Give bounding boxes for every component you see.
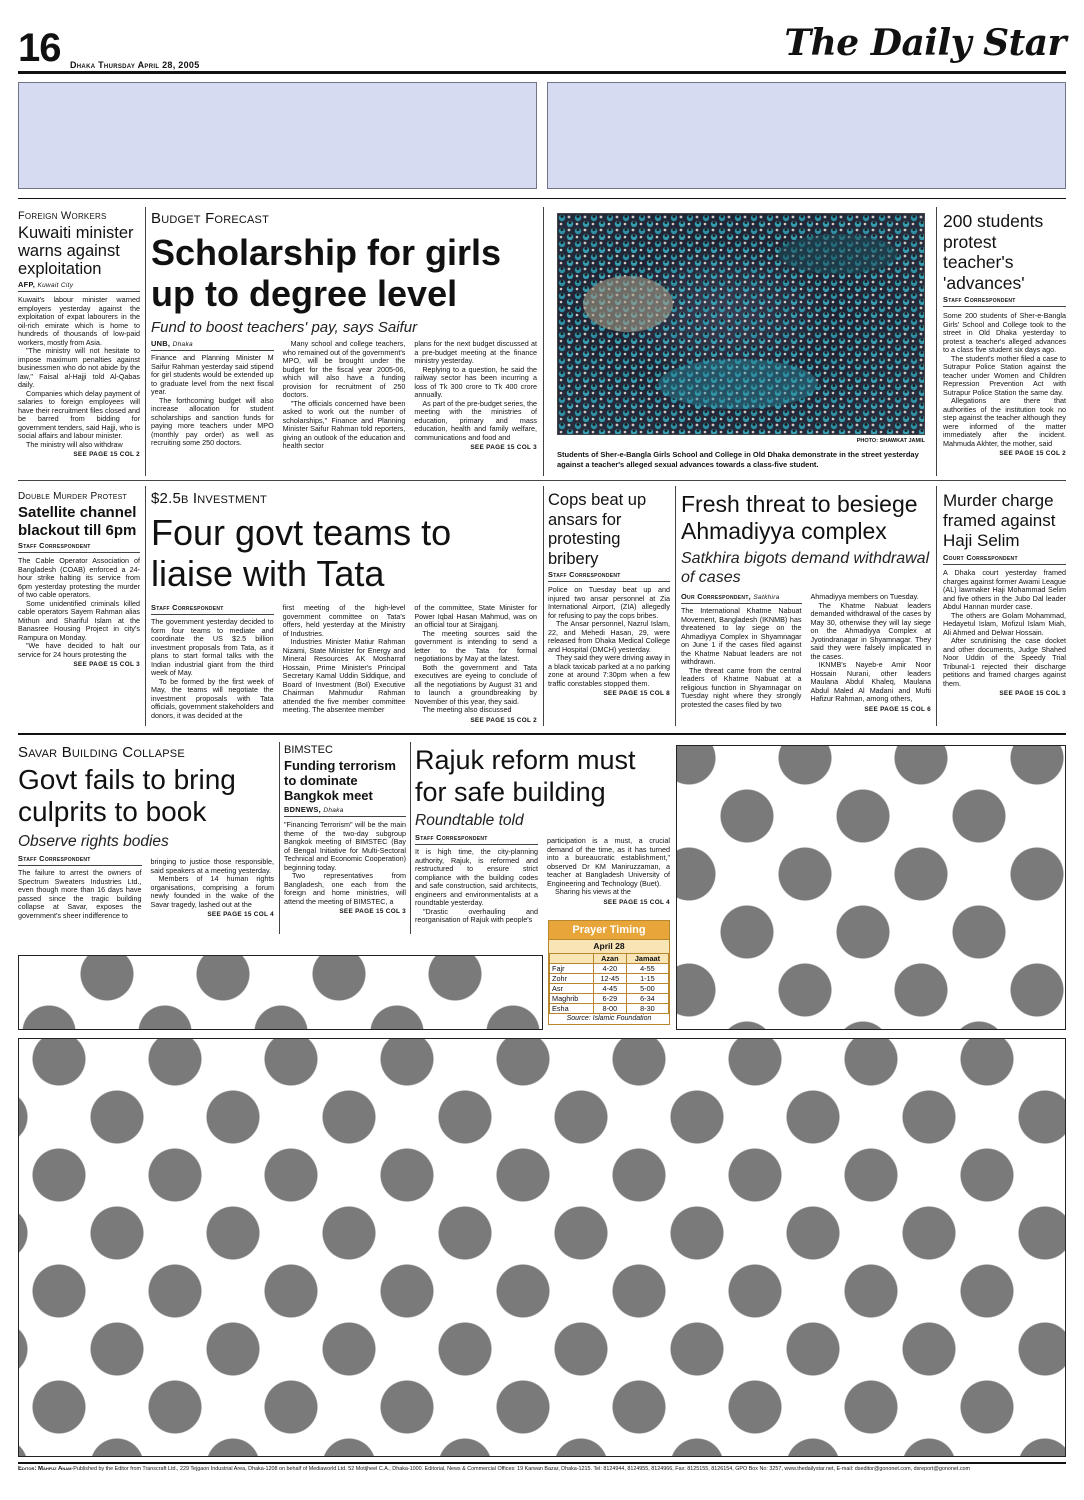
story-body: The Cable Operator Association of Bangladesh (COAB) enforced a 24-hour strike halting its service from 6pm yesterday protesting the murder of two cable operators. Some unidentified criminals killed cable operators Sayem Rahman alias Mithun and Shariful Islam at the Banasree Housing Project in city's Rampura on Monday. "We have decided to halt our service for 24 hours protesting the <box>18 556 140 659</box>
story-body-col1: Finance and Planning Minister M Saifur Rahman yesterday said stipend for girl students would be extended up to graduate level from the next fiscal year. The forthcoming budget will also increase allocation for student scholarships and sanction funds for paying more teachers under MPO (monthly pay order) as well as recruiting some 250 doctors. <box>151 353 274 448</box>
prayer-table: Azan Jamaat Fajr 4-20 4-55 Zohr 12-45 1-15 Asr 4-45 5-00 Maghrib 6-29 6-34 Esha 8-00 8-30 <box>549 953 669 1014</box>
story-kicker: Budget Forecast <box>151 210 270 227</box>
divider <box>18 480 1066 481</box>
story-body-col1: It is high time, the city-planning authority, Rajuk, is reformed and restructured to ensure strict compliance with the building codes and safe construction, said architects, engineers and environmentalists at a roundtable yesterday. "Drastic overhauling and reorganisation of Rajuk with people's <box>415 847 538 925</box>
story-byline: Staff Correspondent <box>18 855 142 866</box>
crowd-image <box>558 214 925 435</box>
story-kicker: $2.5b Investment <box>151 490 267 507</box>
prayer-row: Asr 4-45 5-00 <box>550 984 669 994</box>
photo-credit: PHOTO: SHAWKAT JAMIL <box>856 438 925 444</box>
story-body: "Financing Terrorism" will be the main theme of the two-day subgroup Bangkok meeting of BIMSTEC (Bay of Bengal Initiative for Multi-Sectoral Technical and Economic Cooperation) beginning today. Two representatives from Bangladesh, one each from the foreign and home ministries, will attend the meeting of BIMSTEC, a <box>284 820 406 906</box>
story-body: Kuwait's labour minister warned employers yesterday against the exploitation of expat labourers in the oil-rich emirate which is home to hundreds of thousands of low-paid workers, mostly from Asia. "The ministry will not hesitate to impose maximum penalties against businessmen who do not abide by the law," Faisal al-Hajji told Al-Qabas daily. Companies which delay payment of salaries to foreign employees will have their recruitment files closed and be barred from bidding for government tenders, said Hajji, who is social affairs and labour minister. The ministry will also withdraw <box>18 295 140 449</box>
story-body-col2: first meeting of the high-level government committee on Tata's offers, held yesterday at the Ministry of Industries. Industries Minister Matiur Rahman Nizami, State Minister for Energy and Mineral Resources AK Mosharraf Hossain, Prime Minister's Principal Secretary Kamal Uddin Siddique, and Board of Investment (BoI) Executive Chairman Mahmudur Rahman attended the five member committee meeting. The absentee member <box>282 603 406 714</box>
divider <box>18 198 1066 199</box>
story-headline: Funding terrorism to dominate Bangkok meet <box>284 758 396 803</box>
story-byline: Court Correspondent <box>943 554 1066 565</box>
story-bimstec <box>284 744 406 915</box>
story-headline: Fresh threat to besiege Ahmadiyya complex <box>681 491 918 544</box>
divider <box>145 207 146 476</box>
jump-reference: SEE PAGE 15 COL 3 <box>470 444 538 451</box>
masthead-logo: The Daily Star <box>784 22 1066 64</box>
story-subhead: Roundtable told <box>415 812 524 829</box>
jump-reference: SEE PAGE 15 COL 6 <box>864 705 931 713</box>
story-subhead: Observe rights bodies <box>18 833 169 850</box>
prayer-date: April 28 <box>549 939 669 953</box>
story-ahmadiyya <box>681 491 931 713</box>
story-headline: Scholarship for girls up to degree level <box>151 232 502 314</box>
divider <box>279 742 280 934</box>
story-kicker: BIMSTEC <box>284 744 333 756</box>
story-body-col2: Many school and college teachers, who remained out of the government's MPO, will be brought under the budget for the fiscal year 2005-06, which will also have a funding provision for recruitment of 250 doctors. "The officials concerned have been asked to work out the number of scholarships," Finance and Planning Minister Saifur Rahman told reporters, giving an outlook of the education and health sector <box>282 339 406 450</box>
story-headline: Four govt teams to liaise with Tata <box>151 512 452 594</box>
story-body: Some 200 students of Sher-e-Bangla Girls' School and College took to the street in Old Dhaka yesterday to protest a teacher's alleged advances to a class five student six days ago. The student's mother filed a case to Sutrapur Police Station against the teacher under Women and Children Repression Prevention Act with Sutrapur Police Station the same day. Allegations are there that authorities of the institution took no step against the teacher although they were informed of the matter immediately after the incident. Mahmuda Akhter, the mother, said <box>943 311 1066 448</box>
divider <box>410 742 411 934</box>
jump-reference: SEE PAGE 15 COL 3 <box>999 690 1066 698</box>
story-scholarship <box>151 211 537 451</box>
story-subhead: Fund to boost teachers' pay, says Saifur <box>151 319 418 336</box>
advertisement-space-middle <box>18 955 543 1030</box>
jump-reference: SEE PAGE 15 COL 2 <box>470 716 538 724</box>
story-body-col1: The failure to arrest the owners of Spectrum Sweaters Industries Ltd., even though more than 16 days have passed since the tragic building collapse at Savar, exposes the government's sheer indifference to <box>18 868 142 920</box>
advertisement-slot-right <box>547 82 1066 189</box>
story-students-protest <box>943 211 1066 457</box>
prayer-row: Maghrib 6-29 6-34 <box>550 994 669 1004</box>
story-body-col2: bringing to justice those responsible, said speakers at a meeting yesterday. Members of 14 human rights organisations, comprising a forum newly founded in the wake of the Savar tragedy, lashed out at the <box>150 857 274 909</box>
story-body: Police on Tuesday beat up and injured two ansar personnel at Zia International Airport, (ZIA) allegedly for refusing to pay the cops bribes. The Ansar personnel, Nazrul Islam, 22, and Mehedi Hasan, 29, were released from Dhaka Medical College and Hospital (DMCH) yesterday. They said they were driving away in a black taxicab parked at a no parking zone at around 7:30pm when a few traffic constables stopped them. <box>548 585 670 688</box>
jump-reference: SEE PAGE 15 COL 8 <box>603 690 670 698</box>
story-body-col1: The International Khatme Nabuat Movement, Bangladesh (IKNMB) has threatened to lay siege on the Ahmadiyya Complex in Shyamnagar on June 1 if the cases filed against the Khatme Nabuat leaders are not withdrawn. The threat came from the central leaders of Khatme Nabuat at a religious function in Shyamnagar on Tuesday night where they strongly protested the cases filed by two <box>681 606 802 709</box>
prayer-timing-box <box>548 920 670 1025</box>
story-byline: Staff Correspondent <box>18 542 140 553</box>
story-byline: Staff Correspondent <box>151 604 274 615</box>
story-byline: Staff Correspondent <box>548 571 670 582</box>
prayer-row: Fajr 4-20 4-55 <box>550 964 669 974</box>
jump-reference: SEE PAGE 15 COL 2 <box>73 451 140 459</box>
footer-imprint: Editor: Mahfuz Anam-Published by the Editor from Transcraft Ltd., 229 Tejgaon Industrial Area, Dhaka-1208 on behalf of Mediaworld Ltd. 52 Motijheel C.A., Dhaka-1000. Editorial, News & Commercial Offices: 19 Karwan Bazar, Dhaka-1215. Tel: 8124944, 8124955, 8124966, Fax: 8125155, 8126154, GPO Box No: 3257, www.thedailystar.net, E-mail: dseditor@gononet.com, dsreport@gononet.com <box>18 1466 970 1472</box>
jump-reference: SEE PAGE 15 COL 2 <box>999 450 1066 458</box>
jump-reference: SEE PAGE 15 COL 3 <box>339 908 406 916</box>
divider <box>675 486 676 726</box>
advertisement-space-bottom <box>18 1038 1066 1457</box>
story-kicker: Double Murder Protest <box>18 491 127 502</box>
story-headline: Murder charge framed against Haji Selim <box>943 491 1056 550</box>
footer-rule <box>18 1462 1066 1464</box>
story-body-col2: Ahmadiyya members on Tuesday. The Khatme Nabuat leaders demanded withdrawal of the cases by May 30, otherwise they will lay siege on the Ahmadiyya Complex at Jyotindranagar in Shyamnagar. They said they were falsely implicated in the cases. IKNMB's Nayeb-e Amir Noor Hossain Nurani, other leaders Maulana Abdul Khaleq, Maulana Abdul Maled Al Madani and Mufti Hafizur Rahman, among others, <box>810 592 931 703</box>
story-byline: UNB, Dhaka <box>151 340 274 351</box>
divider <box>543 486 544 726</box>
divider <box>936 486 937 726</box>
divider <box>18 733 1066 735</box>
story-headline: Kuwaiti minister warns against exploitation <box>18 224 134 278</box>
story-kuwait <box>18 211 140 458</box>
story-headline: Rajuk reform must for safe building <box>415 745 636 807</box>
news-photo <box>557 213 925 435</box>
dateline: Dhaka Thursday April 28, 2005 <box>70 60 200 70</box>
story-byline: Our Correspondent, Satkhira <box>681 593 802 604</box>
story-headline: 200 students protest teacher's 'advances' <box>943 211 1044 293</box>
story-byline: BDNEWS, Dhaka <box>284 806 406 817</box>
story-byline: Staff Correspondent <box>415 834 538 845</box>
story-headline: Cops beat up ansars for protesting bribery <box>548 491 647 568</box>
story-body-col3: of the committee, State Minister for Power Iqbal Hasan Mahmud, was on an official tour at Sirajganj. The meeting sources said the government is intending to send a letter to the Tata for formal negotiations by May at the latest. Both the government and Tata executives are eyeing to conclude of all the negotiations by August 31 and to launch a groundbreaking by November of this year, they said. The meeting also discussed <box>414 603 538 714</box>
prayer-source: Source: Islamic Foundation <box>566 1015 652 1022</box>
prayer-row: Zohr 12-45 1-15 <box>550 974 669 984</box>
divider <box>936 207 937 476</box>
story-cops-ansars <box>548 491 670 697</box>
jump-reference: SEE PAGE 15 COL 4 <box>207 911 274 918</box>
prayer-title: Prayer Timing <box>549 921 669 939</box>
story-body-col1: The government yesterday decided to form four teams to mediate and coordinate the US $2.5 billion investment proposals from Tata, as it plans to start formal talks with the Indian industrial giant from the third week of May. To be formed by the first week of May, the teams will negotiate the investment proposals with Tata officials, government stakeholders and donors, it was decided at the <box>151 617 274 720</box>
story-kicker: Savar Building Collapse <box>18 744 185 761</box>
story-kicker: Foreign Workers <box>18 210 107 222</box>
story-byline: AFP, Kuwait City <box>18 281 140 292</box>
story-body: A Dhaka court yesterday framed charges against former Awami League (AL) lawmaker Haji Mohammad Selim and five others in the Jubo Dal leader Abdul Hannan murder case. The others are Golam Mohammad, Hedayetul Islam, Mofizul Islam Miah, Ali Ahmed and Delwar Hossain. After scrutinising the case docket and other documents, Judge Shahed Noor Uddin of the Speedy Trial Tribunal-1 rejected their discharge petitions and framed charges against them. <box>943 568 1066 688</box>
advertisement-slot-left <box>18 82 537 189</box>
story-headline: Govt fails to bring culprits to book <box>18 764 236 827</box>
page-number: 16 <box>18 26 61 70</box>
story-savar <box>18 745 274 920</box>
story-subhead: Satkhira bigots demand withdrawal of cases <box>681 550 930 586</box>
story-tata <box>151 491 537 724</box>
story-headline: Satellite channel blackout till 6pm <box>18 504 137 539</box>
story-byline: Staff Correspondent <box>943 296 1066 307</box>
story-satellite-blackout <box>18 492 140 668</box>
story-haji-selim <box>943 491 1066 697</box>
story-rajuk <box>415 744 670 925</box>
jump-reference: SEE PAGE 15 COL 4 <box>603 898 670 906</box>
divider <box>543 207 544 476</box>
divider <box>145 486 146 726</box>
masthead-rule <box>18 71 1066 74</box>
jump-reference: SEE PAGE 15 COL 3 <box>73 661 140 669</box>
story-body-col3: plans for the next budget discussed at a pre-budget meeting at the finance ministry yesterday. Replying to a question, he said the railway sector has been incurring a loss of Tk 300 crore to Tk 400 crore annually. As part of the pre-budget series, the meeting with the ministries of education, primary and mass education, health and family welfare, communications and food and <box>414 339 538 442</box>
prayer-row: Esha 8-00 8-30 <box>550 1004 669 1014</box>
advertisement-space-right <box>676 745 1066 1030</box>
story-body-col2: participation is a must, a crucial demand of the time, as it has turned into a bureaucratic establishment," observed Dr KM Maniruzzaman, a teacher at Bangladesh University of Engineering and Technology (Buet). Sharing his views at the <box>547 836 670 896</box>
photo-caption: Students of Sher-e-Bangla Girls School and College in Old Dhaka demonstrate in the street yesterday against a teacher's alleged sexual advances towards a class-five student. <box>557 450 919 469</box>
